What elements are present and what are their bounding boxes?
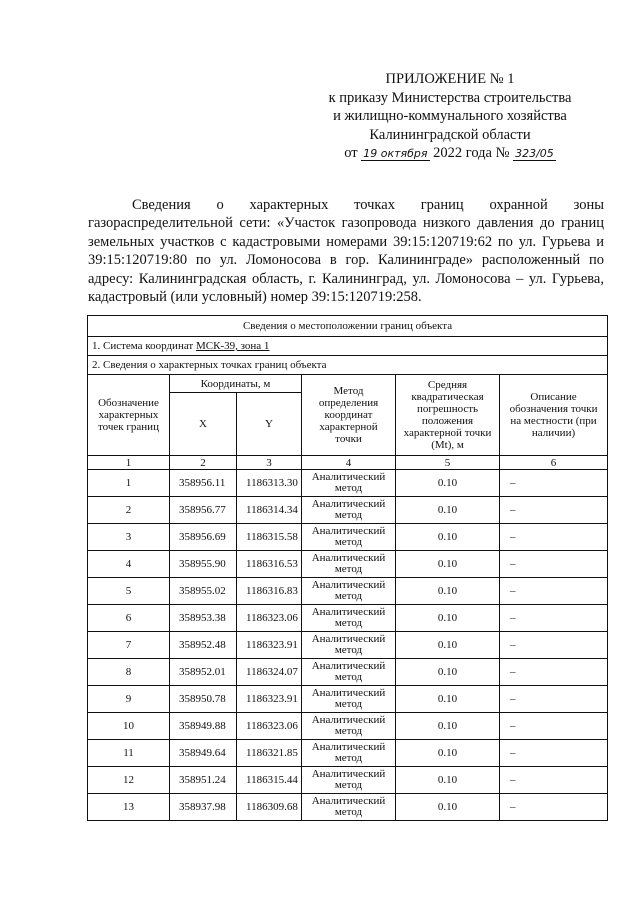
point-number: 7 [88, 632, 170, 659]
col-header-designation: Обозначение характерных точек границ [88, 375, 170, 456]
error-cell: 0.10 [396, 659, 500, 686]
y-coordinate: 1186324.07 [237, 659, 302, 686]
column-number-row [88, 456, 608, 470]
x-coordinate: 358952.48 [170, 632, 237, 659]
y-coordinate: 1186323.91 [237, 686, 302, 713]
col-header-x: X [170, 393, 237, 456]
point-number: 3 [88, 524, 170, 551]
intro-paragraph: Сведения о характерных точках границ охранной зоны газораспределительной сети: «Участок газопровода низкого давления до границ земельных участков с кадастровыми номерами 39:15:120719:62 по ул. Гурьева и 39:15:120719:80 по ул. Ломоносова в гор. Калининграде» расположенный по адресу: Калининградская область, г. Калининград, ул. Ломоносова – ул. Гурьева, кадастровый (или условный) номер 39:15:120719:258. [88, 197, 604, 306]
error-cell: 0.10 [396, 497, 500, 524]
x-coordinate: 358956.69 [170, 524, 237, 551]
handwritten-date: 19 октября [363, 147, 428, 160]
error-cell: 0.10 [396, 794, 500, 821]
method-cell: Аналитический метод [302, 632, 396, 659]
point-number: 11 [88, 740, 170, 767]
description-cell: – [500, 578, 608, 605]
y-coordinate: 1186321.85 [237, 740, 302, 767]
error-cell: 0.10 [396, 578, 500, 605]
x-coordinate: 358950.78 [170, 686, 237, 713]
col-header-description: Описание обозначения точки на местности (при наличии) [500, 375, 608, 456]
method-cell: Аналитический метод [302, 578, 396, 605]
method-cell: Аналитический метод [302, 767, 396, 794]
y-coordinate: 1186316.83 [237, 578, 302, 605]
order-line-1: к приказу Министерства строительства [328, 89, 572, 106]
column-number: 3 [237, 456, 302, 470]
point-number: 10 [88, 713, 170, 740]
method-cell: Аналитический метод [302, 794, 396, 821]
point-number: 1 [88, 470, 170, 497]
order-line-3: Калининградской области [369, 126, 531, 143]
x-coordinate: 358949.64 [170, 740, 237, 767]
y-coordinate: 1186316.53 [237, 551, 302, 578]
point-number: 4 [88, 551, 170, 578]
table-row [88, 578, 608, 605]
column-number: 2 [170, 456, 237, 470]
column-number: 6 [500, 456, 608, 470]
coord-system-row [88, 337, 608, 356]
point-number: 9 [88, 686, 170, 713]
points-title: 2. Сведения о характерных точках границ объекта [88, 356, 608, 375]
date-year: 2022 года № [433, 145, 510, 161]
table-row [88, 794, 608, 821]
date-prefix: от [344, 145, 358, 161]
table-row [88, 524, 608, 551]
point-number: 5 [88, 578, 170, 605]
method-cell: Аналитический метод [302, 713, 396, 740]
table-row [88, 767, 608, 794]
x-coordinate: 358955.90 [170, 551, 237, 578]
coord-system-value: МСК-39, зона 1 [195, 340, 270, 352]
appendix-title: ПРИЛОЖЕНИЕ № 1 [385, 71, 515, 87]
table-row [88, 470, 608, 497]
error-cell: 0.10 [396, 632, 500, 659]
error-cell: 0.10 [396, 713, 500, 740]
y-coordinate: 1186315.44 [237, 767, 302, 794]
column-number: 4 [302, 456, 396, 470]
column-number: 5 [396, 456, 500, 470]
x-coordinate: 358953.38 [170, 605, 237, 632]
description-cell: – [500, 713, 608, 740]
method-cell: Аналитический метод [302, 497, 396, 524]
y-coordinate: 1186309.68 [237, 794, 302, 821]
coord-system-cell [88, 337, 608, 356]
points-title-row [88, 356, 608, 375]
table-row [88, 605, 608, 632]
header-row-1 [88, 375, 608, 393]
handwritten-order-number: 323/05 [515, 147, 554, 160]
description-cell: – [500, 686, 608, 713]
table-row [88, 686, 608, 713]
boundary-points-table [87, 315, 608, 821]
document-header [300, 70, 600, 163]
method-cell: Аналитический метод [302, 551, 396, 578]
point-number: 8 [88, 659, 170, 686]
point-number: 6 [88, 605, 170, 632]
method-cell: Аналитический метод [302, 686, 396, 713]
y-coordinate: 1186314.34 [237, 497, 302, 524]
description-cell: – [500, 659, 608, 686]
col-header-error: Средняя квадратическая погрешность положения характерной точки (Mt), м [396, 375, 500, 456]
table-row [88, 497, 608, 524]
y-coordinate: 1186315.58 [237, 524, 302, 551]
order-line-2: и жилищно-коммунального хозяйства [333, 108, 567, 124]
table-title-row [88, 316, 608, 337]
x-coordinate: 358937.98 [170, 794, 237, 821]
method-cell: Аналитический метод [302, 524, 396, 551]
col-header-y: Y [237, 393, 302, 456]
description-cell: – [500, 551, 608, 578]
col-header-method: Метод определения координат характерной точки [302, 375, 396, 456]
method-cell: Аналитический метод [302, 605, 396, 632]
description-cell: – [500, 470, 608, 497]
y-coordinate: 1186323.91 [237, 632, 302, 659]
description-cell: – [500, 740, 608, 767]
x-coordinate: 358955.02 [170, 578, 237, 605]
method-cell: Аналитический метод [302, 470, 396, 497]
method-cell: Аналитический метод [302, 740, 396, 767]
x-coordinate: 358956.77 [170, 497, 237, 524]
error-cell: 0.10 [396, 686, 500, 713]
description-cell: – [500, 524, 608, 551]
y-coordinate: 1186323.06 [237, 605, 302, 632]
description-cell: – [500, 767, 608, 794]
error-cell: 0.10 [396, 524, 500, 551]
description-cell: – [500, 497, 608, 524]
description-cell: – [500, 605, 608, 632]
description-cell: – [500, 632, 608, 659]
method-cell: Аналитический метод [302, 659, 396, 686]
coord-system-label: 1. Система координат [92, 340, 194, 352]
y-coordinate: 1186313.30 [237, 470, 302, 497]
error-cell: 0.10 [396, 470, 500, 497]
error-cell: 0.10 [396, 551, 500, 578]
x-coordinate: 358949.88 [170, 713, 237, 740]
description-cell: – [500, 794, 608, 821]
table-title: Сведения о местоположении границ объекта [88, 316, 608, 337]
x-coordinate: 358952.01 [170, 659, 237, 686]
point-number: 2 [88, 497, 170, 524]
error-cell: 0.10 [396, 605, 500, 632]
y-coordinate: 1186323.06 [237, 713, 302, 740]
table-body [88, 470, 608, 821]
error-cell: 0.10 [396, 740, 500, 767]
column-number: 1 [88, 456, 170, 470]
table-row [88, 551, 608, 578]
table-row [88, 713, 608, 740]
table-row [88, 740, 608, 767]
error-cell: 0.10 [396, 767, 500, 794]
table-row [88, 659, 608, 686]
table-row [88, 632, 608, 659]
x-coordinate: 358956.11 [170, 470, 237, 497]
order-date-line [300, 144, 600, 163]
x-coordinate: 358951.24 [170, 767, 237, 794]
point-number: 13 [88, 794, 170, 821]
point-number: 12 [88, 767, 170, 794]
col-header-coords: Координаты, м [170, 375, 302, 393]
